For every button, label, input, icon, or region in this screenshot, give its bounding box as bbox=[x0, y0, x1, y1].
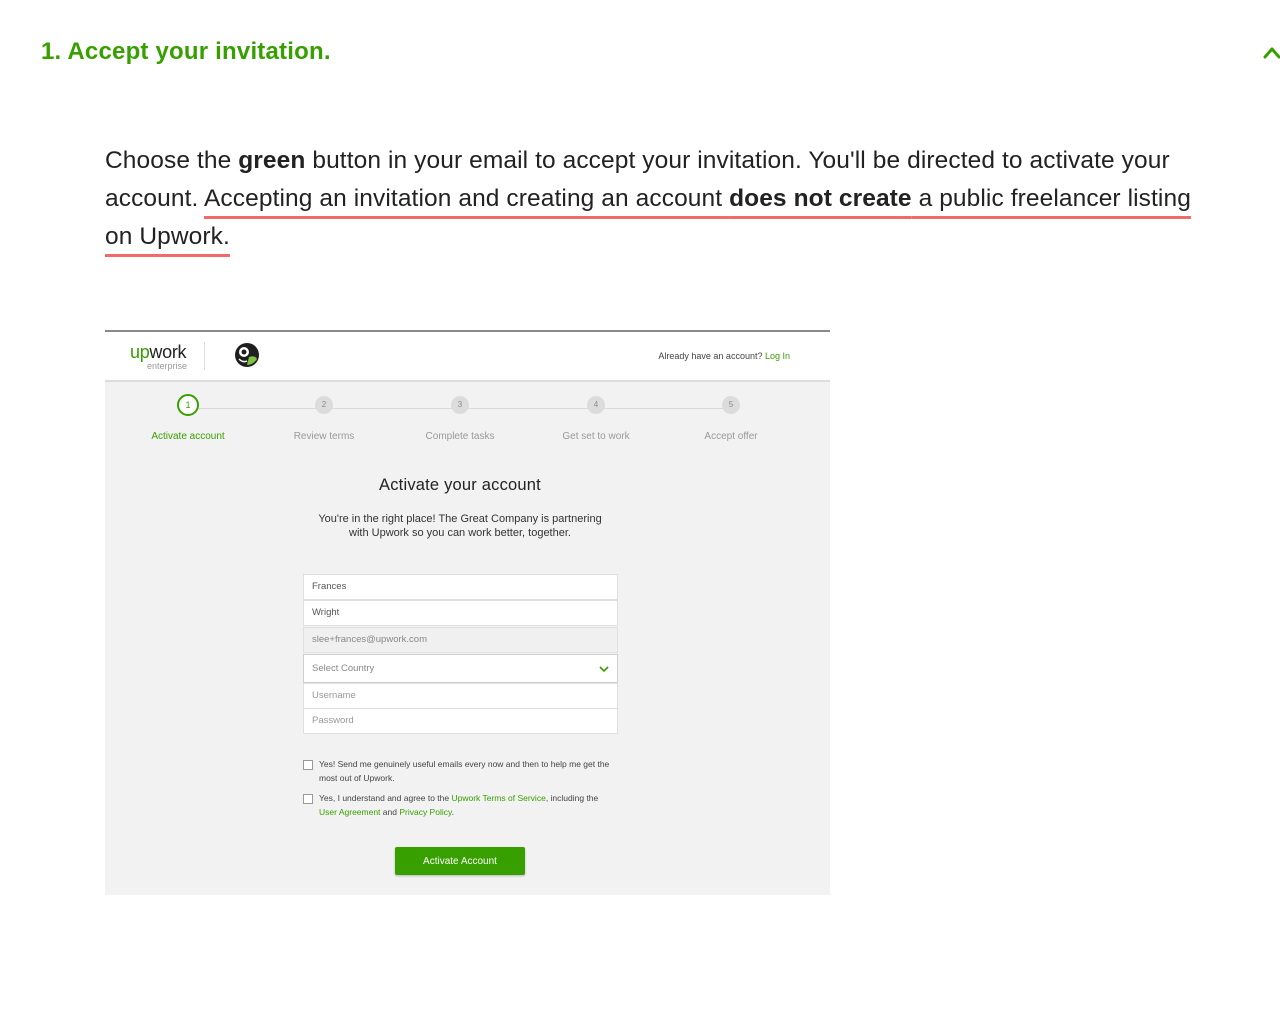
user-agreement-link[interactable]: User Agreement bbox=[319, 806, 381, 817]
step-circle: 5 bbox=[722, 396, 740, 414]
step-circle: 2 bbox=[315, 396, 333, 414]
green-emphasis: green bbox=[238, 147, 306, 174]
activate-account-button[interactable]: Activate Account bbox=[395, 847, 525, 875]
login-link[interactable]: Log In bbox=[764, 351, 790, 361]
step-circle: 1 bbox=[177, 394, 199, 416]
step-review-terms bbox=[269, 396, 379, 442]
login-prompt: Already have an account? Log In bbox=[658, 351, 790, 361]
form-subtitle: You're in the right place! The Great Company is partnering with Upwork so you can work better, together. bbox=[318, 513, 602, 539]
step-activate-account bbox=[133, 396, 243, 442]
company-logo-icon bbox=[233, 341, 261, 369]
country-select-value: Select Country bbox=[312, 663, 375, 674]
email-field: slee+frances@upwork.com bbox=[303, 627, 618, 653]
step-label: Accept offer bbox=[704, 431, 758, 442]
screenshot-header bbox=[105, 332, 830, 382]
last-name-field[interactable]: Wright bbox=[303, 600, 618, 626]
logo-divider bbox=[204, 342, 205, 370]
terms-text: Yes, I understand and agree to the Upwork Terms of Service, including the User Agreement and Privacy Policy. bbox=[319, 793, 599, 817]
highlighted-note: Accepting an invitation and creating an account does not create a public freelancer listing on Upwork. bbox=[105, 185, 1191, 250]
accordion-header[interactable] bbox=[41, 36, 1280, 68]
step-label: Get set to work bbox=[562, 431, 630, 442]
chevron-down-icon bbox=[599, 665, 609, 673]
step-circle: 3 bbox=[451, 396, 469, 414]
step-label: Complete tasks bbox=[425, 431, 495, 442]
terms-agreement bbox=[303, 792, 613, 819]
first-name-field[interactable]: Frances bbox=[303, 574, 618, 600]
step-complete-tasks bbox=[405, 396, 515, 442]
step-circle: 4 bbox=[587, 396, 605, 414]
password-input[interactable]: Password bbox=[303, 708, 618, 734]
section-title: 1. Accept your invitation. bbox=[41, 38, 331, 65]
chevron-up-icon[interactable] bbox=[1262, 44, 1280, 60]
intro-paragraph: Choose the green button in your email to accept your invitation. You'll be directed to activate your account. Accepting an invitation and creating an account does not create a public freelancer listing on Upwork. bbox=[105, 147, 1191, 250]
username-input[interactable]: Username bbox=[303, 683, 618, 709]
upwork-logo: upwork bbox=[130, 342, 187, 362]
privacy-policy-link[interactable]: Privacy Policy bbox=[399, 806, 452, 817]
logo-subtitle: enterprise bbox=[147, 361, 188, 371]
form-title: Activate your account bbox=[379, 476, 541, 494]
step-label: Activate account bbox=[151, 431, 225, 442]
step-get-set-to-work bbox=[541, 396, 651, 442]
marketing-checkbox[interactable] bbox=[303, 760, 313, 770]
step-label: Review terms bbox=[293, 431, 355, 442]
terms-checkbox[interactable] bbox=[303, 794, 313, 804]
activate-account-screenshot bbox=[105, 330, 830, 895]
marketing-opt-in bbox=[303, 758, 613, 785]
step-accept-offer bbox=[676, 396, 786, 442]
country-select[interactable] bbox=[303, 654, 618, 683]
terms-of-service-link[interactable]: Upwork Terms of Service bbox=[451, 793, 546, 803]
marketing-text: Yes! Send me genuinely useful emails every now and then to help me get the most out of Upwork. bbox=[319, 759, 610, 783]
